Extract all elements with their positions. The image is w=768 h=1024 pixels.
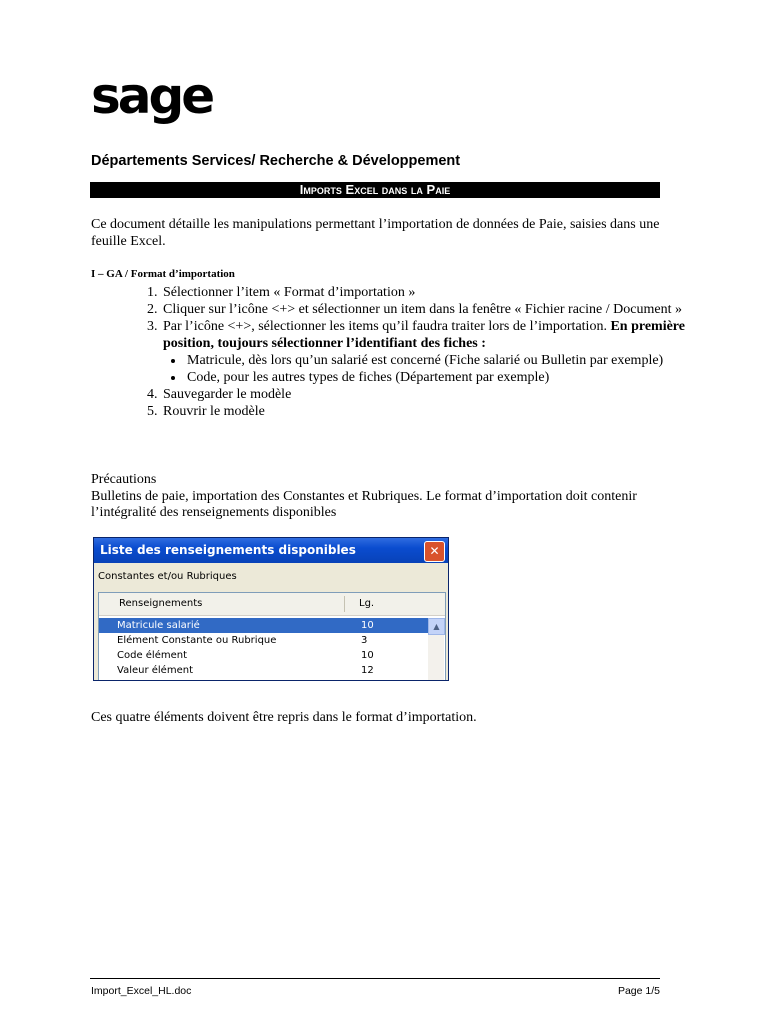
precautions-block bbox=[91, 472, 661, 522]
list-rows bbox=[99, 618, 429, 678]
list-item[interactable] bbox=[99, 618, 429, 633]
bullet-code: • Code, pour les autres types de fiches (Département par exemple) bbox=[185, 369, 731, 386]
footer-page-number: Page 1/5 bbox=[617, 985, 660, 997]
field-length: 10 bbox=[361, 620, 374, 631]
field-length: 10 bbox=[361, 650, 374, 661]
column-header-renseignements[interactable]: Renseignements bbox=[119, 598, 203, 609]
field-length: 12 bbox=[361, 665, 374, 676]
list-item[interactable] bbox=[99, 633, 429, 648]
close-icon[interactable]: ✕ bbox=[424, 541, 445, 562]
fields-list-view[interactable] bbox=[98, 592, 446, 681]
available-fields-dialog bbox=[93, 537, 449, 681]
column-header-length[interactable]: Lg. bbox=[359, 598, 375, 609]
column-separator[interactable] bbox=[344, 596, 345, 612]
sage-logo: sage bbox=[91, 67, 213, 125]
identifier-bullets bbox=[163, 352, 731, 386]
intro-paragraph: Ce document détaille les manipulations permettant l’importation de données de Paie, saisies dans une feuille Excel. bbox=[91, 217, 660, 249]
section-heading: I – GA / Format d’importation bbox=[91, 268, 235, 280]
steps-list bbox=[91, 284, 731, 420]
dialog-group-label: Constantes et/ou Rubriques bbox=[98, 571, 237, 582]
list-header bbox=[99, 593, 445, 616]
footer-divider bbox=[90, 978, 660, 979]
step-5: 5. Rouvrir le modèle bbox=[161, 403, 731, 420]
precautions-heading: Précautions bbox=[91, 472, 157, 487]
list-item[interactable] bbox=[99, 663, 429, 678]
step-1: 1. Sélectionner l’item « Format d’importation » bbox=[161, 284, 731, 301]
precautions-text: Bulletins de paie, importation des Constantes et Rubriques. Le format d’importation doit contenir l’intégralité des renseignements disponibles bbox=[91, 488, 637, 520]
footer-filename: Import_Excel_HL.doc bbox=[91, 985, 192, 997]
scroll-up-icon[interactable]: ▲ bbox=[428, 618, 445, 635]
field-name: Elément Constante ou Rubrique bbox=[117, 635, 277, 646]
step-3 bbox=[161, 318, 731, 386]
field-name: Matricule salarié bbox=[117, 620, 200, 631]
field-name: Code élément bbox=[117, 650, 188, 661]
step-2: 2. Cliquer sur l’icône <+> et sélectionner un item dans la fenêtre « Fichier racine / Document » bbox=[161, 301, 731, 318]
step-3-text: Par l’icône <+>, sélectionner les items qu’il faudra traiter lors de l’importation. bbox=[163, 319, 607, 334]
document-title: Imports Excel dans la Paie bbox=[90, 182, 660, 198]
conclusion-paragraph: Ces quatre éléments doivent être repris dans le format d’importation. bbox=[91, 710, 477, 725]
field-name: Valeur élément bbox=[117, 665, 193, 676]
list-item[interactable] bbox=[99, 648, 429, 663]
bullet-matricule: • Matricule, dès lors qu’un salarié est concerné (Fiche salarié ou Bulletin par exemple) bbox=[185, 352, 731, 369]
field-length: 3 bbox=[361, 635, 368, 646]
step-4: 4. Sauvegarder le modèle bbox=[161, 386, 731, 403]
department-heading: Départements Services/ Recherche & Développement bbox=[91, 153, 461, 169]
step-3-emphasis: En première position, toujours sélectionner l’identifiant des fiches : bbox=[163, 319, 685, 351]
dialog-title: Liste des renseignements disponibles bbox=[94, 538, 448, 563]
vertical-scrollbar[interactable] bbox=[428, 618, 444, 680]
